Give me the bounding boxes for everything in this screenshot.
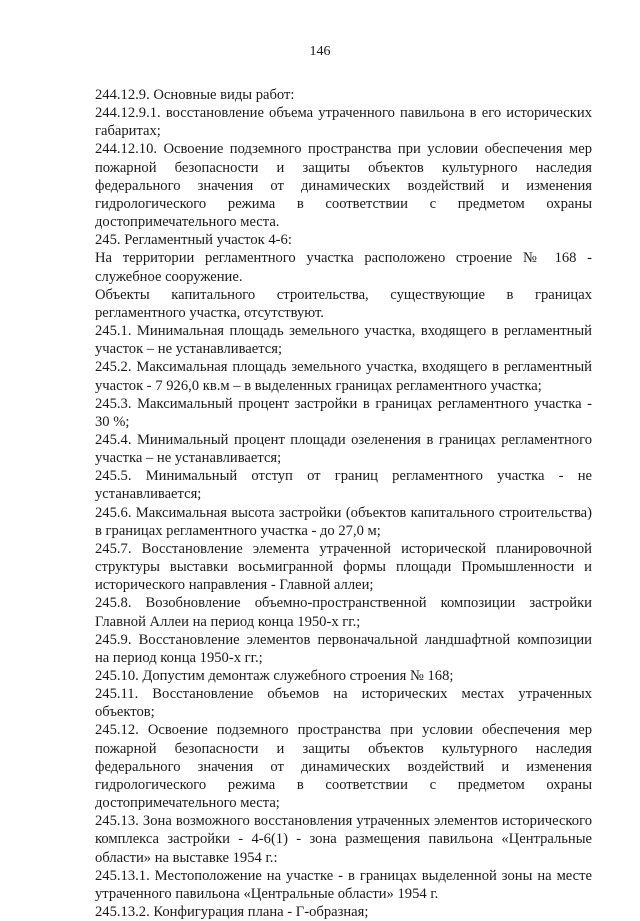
paragraph-245-11: 245.11. Восстановление объемов на исторических местах утраченных объектов; — [95, 686, 592, 721]
paragraph-245-13-2: 245.13.2. Конфигурация плана - Г-образная; — [95, 904, 369, 921]
paragraph-245-2: 245.2. Максимальная площадь земельного участка, входящего в регламентный участок - 7 926,0 кв.м – в выделенных границах регламентного участка; — [95, 359, 592, 394]
document-body — [95, 86, 592, 921]
paragraph-244-12-10: 244.12.10. Освоение подземного пространства при условии обеспечения мер пожарной безопасности и защиты объектов культурного наследия федерального значения от динамических воздействий и изменения гидрологического режима в соответствии с предметом охраны достопримечательного места. — [95, 141, 592, 231]
paragraph-245-building: На территории регламентного участка расположено строение № 168 - служебное сооружение. — [95, 250, 592, 285]
paragraph-245-5: 245.5. Минимальный отступ от границ регламентного участка - не устанавливается; — [95, 468, 592, 503]
paragraph-245-9: 245.9. Восстановление элементов первоначальной ландшафтной композиции на период конца 1950-х гг.; — [95, 631, 592, 666]
paragraph-245-3: 245.3. Максимальный процент застройки в границах регламентного участка - 30 %; — [95, 395, 592, 430]
paragraph-245-10: 245.10. Допустим демонтаж служебного строения № 168; — [95, 668, 454, 684]
paragraph-245-1: 245.1. Минимальная площадь земельного участка, входящего в регламентный участок – не устанавливается; — [95, 323, 592, 358]
paragraph-245-4: 245.4. Минимальный процент площади озеленения в границах регламентного участка – не устанавливается; — [95, 431, 592, 467]
paragraph-245-13-1: 245.13.1. Местоположение на участке - в границах выделенной зоны на месте утраченного павильона «Центральные области» 1954 г. — [95, 867, 592, 902]
paragraph-245-13: 245.13. Зона возможного восстановления утраченных элементов исторического комплекса застройки - 4-6(1) - зона размещения павильона «Центральные области» на выставке 1954 г.: — [95, 813, 592, 866]
paragraph-245-7: 245.7. Восстановление элемента утраченной исторической планировочной структуры выставки восьмигранной формы площади Промышленности и исторического направления - Главной аллеи; — [95, 540, 592, 594]
paragraph-245-12: 245.12. Освоение подземного пространства при условии обеспечения мер пожарной безопасности и защиты объектов культурного наследия федерального значения от динамических воздействий и изменения гидрологического режима в соответствии с предметом охраны достопримечательного места; — [95, 722, 592, 812]
paragraph-245-heading: 245. Регламентный участок 4-6: — [95, 232, 292, 249]
paragraph-244-12-9: 244.12.9. Основные виды работ: — [95, 87, 295, 103]
paragraph-244-12-9-1: 244.12.9.1. восстановление объема утраченного павильона в его исторических габаритах; — [95, 105, 592, 140]
page-number: 146 — [309, 44, 331, 59]
paragraph-245-8: 245.8. Возобновление объемно-пространственной композиции застройки Главной Аллеи на период конца 1950-х гг.; — [95, 595, 592, 630]
paragraph-245-6: 245.6. Максимальная высота застройки (объектов капитального строительства) в границах регламентного участка - до 27,0 м; — [95, 504, 592, 539]
paragraph-245-objects: Объекты капитального строительства, существующие в границах регламентного участка, отсутствуют. — [95, 286, 592, 321]
